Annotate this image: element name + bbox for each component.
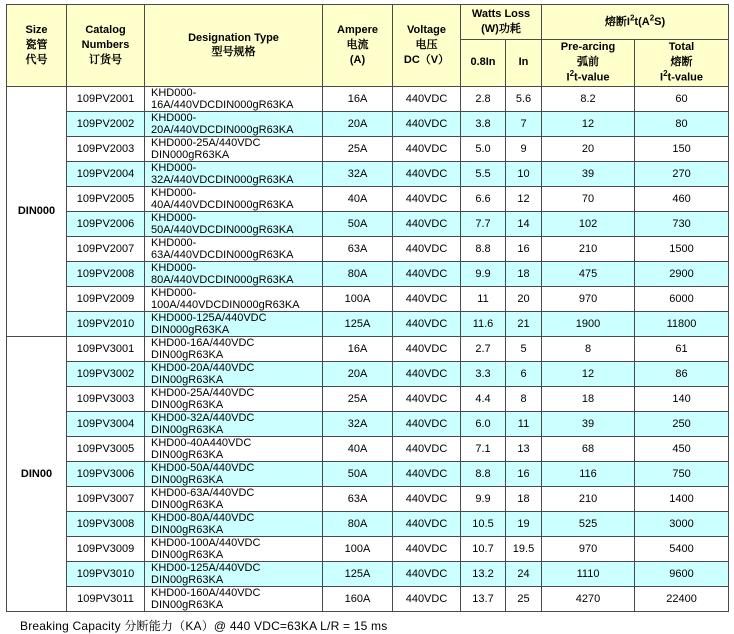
catalog-number-cell: 109PV2007 [67, 236, 145, 261]
prearcing-i2t-cell: 116 [542, 461, 635, 486]
table-row [7, 586, 729, 611]
voltage-cell: 440VDC [393, 461, 461, 486]
total-i2t-cell: 270 [635, 161, 729, 186]
total-i2t-cell: 3000 [635, 511, 729, 536]
designation-type-cell: KHD000-80A/440VDCDIN000gR63KA [145, 261, 323, 286]
prearcing-i2t-cell: 525 [542, 511, 635, 536]
voltage-cell: 440VDC [393, 336, 461, 361]
header-designation [145, 5, 323, 87]
designation-type-cell: KHD00-50A/440VDC DIN00gR63KA [145, 461, 323, 486]
watts-loss-in-cell: 18 [506, 486, 542, 511]
table-row [7, 511, 729, 536]
catalog-number-cell: 109PV2001 [67, 86, 145, 111]
watts-loss-in-cell: 13 [506, 436, 542, 461]
table-row [7, 86, 729, 111]
header-total-line2: 熔断 [670, 55, 693, 68]
header-ampere-line1: Ampere [337, 24, 378, 37]
header-watts-line1: Watts Loss [471, 8, 531, 20]
header-voltage [393, 5, 461, 87]
designation-type-cell: KHD000-16A/440VDCDIN000gR63KA [145, 86, 323, 111]
header-catalog-line3: 订货号 [89, 53, 122, 66]
ampere-cell: 16A [323, 86, 393, 111]
ampere-cell: 16A [323, 336, 393, 361]
total-i2t-cell: 86 [635, 361, 729, 386]
table-row [7, 236, 729, 261]
table-row [7, 336, 729, 361]
header-size-line1: Size [25, 24, 48, 37]
watts-loss-in-cell: 14 [506, 211, 542, 236]
watts-loss-in-cell: 5.6 [506, 86, 542, 111]
watts-loss-08in-cell: 6.0 [461, 411, 506, 436]
voltage-cell: 440VDC [393, 261, 461, 286]
table-row [7, 111, 729, 136]
voltage-cell: 440VDC [393, 386, 461, 411]
watts-loss-08in-cell: 11.6 [461, 311, 506, 336]
voltage-cell: 440VDC [393, 286, 461, 311]
header-catalog [67, 5, 145, 87]
designation-type-cell: KHD00-32A/440VDC DIN00gR63KA [145, 411, 323, 436]
catalog-number-cell: 109PV3002 [67, 361, 145, 386]
table-header [7, 5, 729, 87]
prearcing-i2t-cell: 970 [542, 286, 635, 311]
ampere-cell: 50A [323, 461, 393, 486]
prearcing-i2t-cell: 68 [542, 436, 635, 461]
total-i2t-cell: 140 [635, 386, 729, 411]
designation-type-cell: KHD000-40A/440VDCDIN000gR63KA [145, 186, 323, 211]
header-prearcing-line2: 弧前 [577, 55, 600, 68]
header-ampere-line2: 电流 [346, 39, 369, 52]
watts-loss-in-cell: 18 [506, 261, 542, 286]
designation-type-cell: KHD00-80A/440VDC DIN00gR63KA [145, 511, 323, 536]
total-i2t-cell: 1500 [635, 236, 729, 261]
designation-type-cell: KHD000-125A/440VDC DIN000gR63KA [145, 311, 323, 336]
prearcing-i2t-cell: 4270 [542, 586, 635, 611]
header-catalog-line2: Numbers [81, 39, 130, 52]
header-i2t-text: 熔断$I^2t(A^2S)$ [604, 13, 666, 29]
total-i2t-cell: 61 [635, 336, 729, 361]
table-row [7, 286, 729, 311]
catalog-number-cell: 109PV3005 [67, 436, 145, 461]
prearcing-i2t-cell: 102 [542, 211, 635, 236]
header-i2t-group [542, 5, 729, 40]
catalog-number-cell: 109PV3004 [67, 411, 145, 436]
watts-loss-in-cell: 16 [506, 236, 542, 261]
header-voltage-line3: DC（V） [403, 53, 450, 66]
header-size-line2: 瓷管 [25, 39, 48, 52]
watts-loss-in-cell: 25 [506, 586, 542, 611]
voltage-cell: 440VDC [393, 136, 461, 161]
watts-loss-08in-cell: 13.2 [461, 561, 506, 586]
prearcing-i2t-cell: 210 [542, 486, 635, 511]
total-i2t-cell: 730 [635, 211, 729, 236]
table-row [7, 411, 729, 436]
voltage-cell: 440VDC [393, 361, 461, 386]
total-i2t-cell: 460 [635, 186, 729, 211]
prearcing-i2t-cell: 1900 [542, 311, 635, 336]
catalog-number-cell: 109PV3009 [67, 536, 145, 561]
ampere-cell: 32A [323, 161, 393, 186]
voltage-cell: 440VDC [393, 111, 461, 136]
watts-loss-08in-cell: 8.8 [461, 461, 506, 486]
header-watts-loss-group [461, 5, 542, 40]
designation-type-cell: KHD00-125A/440VDC DIN00gR63KA [145, 561, 323, 586]
watts-loss-08in-cell: 6.6 [461, 186, 506, 211]
header-size [7, 5, 67, 87]
prearcing-i2t-cell: 12 [542, 111, 635, 136]
watts-loss-08in-cell: 3.8 [461, 111, 506, 136]
watts-loss-in-cell: 7 [506, 111, 542, 136]
ampere-cell: 80A [323, 511, 393, 536]
catalog-number-cell: 109PV2006 [67, 211, 145, 236]
voltage-cell: 440VDC [393, 236, 461, 261]
catalog-number-cell: 109PV3003 [67, 386, 145, 411]
table-row [7, 386, 729, 411]
header-total [635, 39, 729, 86]
table-row [7, 486, 729, 511]
catalog-number-cell: 109PV3007 [67, 486, 145, 511]
header-prearcing-line3: $I^2t$-value [566, 69, 610, 85]
watts-loss-08in-cell: 9.9 [461, 486, 506, 511]
ampere-cell: 80A [323, 261, 393, 286]
watts-loss-08in-cell: 10.7 [461, 536, 506, 561]
size-group-cell: DIN00 [7, 336, 67, 611]
ampere-cell: 40A [323, 186, 393, 211]
watts-loss-08in-cell: 5.0 [461, 136, 506, 161]
ampere-cell: 32A [323, 411, 393, 436]
header-total-line3: $I^2t$-value [660, 69, 703, 85]
designation-type-cell: KHD000-25A/440VDC DIN000gR63KA [145, 136, 323, 161]
table-body [7, 86, 729, 611]
designation-type-cell: KHD000-63A/440VDCDIN000gR63KA [145, 236, 323, 261]
prearcing-i2t-cell: 475 [542, 261, 635, 286]
prearcing-i2t-cell: 8.2 [542, 86, 635, 111]
designation-type-cell: KHD00-25A/440VDC DIN00gR63KA [145, 386, 323, 411]
voltage-cell: 440VDC [393, 186, 461, 211]
designation-type-cell: KHD000-20A/440VDCDIN000gR63KA [145, 111, 323, 136]
watts-loss-in-cell: 24 [506, 561, 542, 586]
voltage-cell: 440VDC [393, 486, 461, 511]
watts-loss-08in-cell: 13.7 [461, 586, 506, 611]
table-row [7, 211, 729, 236]
designation-type-cell: KHD00-20A/440VDC DIN00gR63KA [145, 361, 323, 386]
designation-type-cell: KHD00-16A/440VDC DIN00gR63KA [145, 336, 323, 361]
designation-type-cell: KHD000-50A/440VDCDIN000gR63KA [145, 211, 323, 236]
designation-type-cell: KHD00-40A440VDC DIN00gR63KA [145, 436, 323, 461]
designation-type-cell: KHD00-100A/440VDC DIN00gR63KA [145, 536, 323, 561]
header-total-line1: Total [668, 40, 695, 53]
watts-loss-08in-cell: 11 [461, 286, 506, 311]
voltage-cell: 440VDC [393, 311, 461, 336]
catalog-number-cell: 109PV2009 [67, 286, 145, 311]
watts-loss-in-cell: 20 [506, 286, 542, 311]
total-i2t-cell: 2900 [635, 261, 729, 286]
total-i2t-cell: 80 [635, 111, 729, 136]
ampere-cell: 100A [323, 536, 393, 561]
ampere-cell: 100A [323, 286, 393, 311]
ampere-cell: 160A [323, 586, 393, 611]
voltage-cell: 440VDC [393, 561, 461, 586]
total-i2t-cell: 750 [635, 461, 729, 486]
catalog-number-cell: 109PV3011 [67, 586, 145, 611]
header-watts-in: In [506, 39, 542, 86]
designation-type-cell: KHD00-160A/440VDC DIN00gR63KA [145, 586, 323, 611]
total-i2t-cell: 150 [635, 136, 729, 161]
table-row [7, 261, 729, 286]
header-catalog-line1: Catalog [85, 24, 126, 37]
voltage-cell: 440VDC [393, 436, 461, 461]
total-i2t-cell: 11800 [635, 311, 729, 336]
total-i2t-cell: 1400 [635, 486, 729, 511]
designation-type-cell: KHD00-63A/440VDC DIN00gR63KA [145, 486, 323, 511]
table-row [7, 561, 729, 586]
ampere-cell: 25A [323, 136, 393, 161]
watts-loss-08in-cell: 7.7 [461, 211, 506, 236]
watts-loss-08in-cell: 3.3 [461, 361, 506, 386]
header-ampere [323, 5, 393, 87]
watts-loss-08in-cell: 4.4 [461, 386, 506, 411]
prearcing-i2t-cell: 39 [542, 411, 635, 436]
table-row [7, 311, 729, 336]
header-prearcing [542, 39, 635, 86]
watts-loss-in-cell: 16 [506, 461, 542, 486]
table-row [7, 136, 729, 161]
watts-loss-08in-cell: 2.8 [461, 86, 506, 111]
prearcing-i2t-cell: 12 [542, 361, 635, 386]
header-designation-line1: Designation Type [188, 31, 279, 44]
prearcing-i2t-cell: 8 [542, 336, 635, 361]
table-row [7, 461, 729, 486]
catalog-number-cell: 109PV2005 [67, 186, 145, 211]
fuse-spec-table [6, 4, 729, 612]
watts-loss-in-cell: 19 [506, 511, 542, 536]
catalog-number-cell: 109PV2002 [67, 111, 145, 136]
watts-loss-08in-cell: 8.8 [461, 236, 506, 261]
header-watts-08in: 0.8In [461, 39, 506, 86]
header-ampere-line3: (A) [349, 53, 366, 66]
catalog-number-cell: 109PV2003 [67, 136, 145, 161]
total-i2t-cell: 22400 [635, 586, 729, 611]
designation-type-cell: KHD000-32A/440VDCDIN000gR63KA [145, 161, 323, 186]
ampere-cell: 125A [323, 311, 393, 336]
prearcing-i2t-cell: 70 [542, 186, 635, 211]
header-watts-line2: (W)功耗 [481, 22, 521, 35]
size-group-cell: DIN000 [7, 86, 67, 336]
table-row [7, 536, 729, 561]
watts-loss-in-cell: 12 [506, 186, 542, 211]
ampere-cell: 63A [323, 236, 393, 261]
voltage-cell: 440VDC [393, 411, 461, 436]
designation-type-cell: KHD000-100A/440VDCDIN000gR63KA [145, 286, 323, 311]
prearcing-i2t-cell: 20 [542, 136, 635, 161]
catalog-number-cell: 109PV3001 [67, 336, 145, 361]
voltage-cell: 440VDC [393, 586, 461, 611]
prearcing-i2t-cell: 18 [542, 386, 635, 411]
watts-loss-in-cell: 9 [506, 136, 542, 161]
header-voltage-line1: Voltage [407, 24, 446, 37]
total-i2t-cell: 60 [635, 86, 729, 111]
total-i2t-cell: 6000 [635, 286, 729, 311]
ampere-cell: 40A [323, 436, 393, 461]
catalog-number-cell: 109PV3006 [67, 461, 145, 486]
header-prearcing-line1: Pre-arcing [560, 40, 616, 53]
header-voltage-line2: 电压 [415, 39, 438, 52]
table-row [7, 186, 729, 211]
total-i2t-cell: 9600 [635, 561, 729, 586]
watts-loss-in-cell: 19.5 [506, 536, 542, 561]
voltage-cell: 440VDC [393, 86, 461, 111]
voltage-cell: 440VDC [393, 536, 461, 561]
header-designation-line2: 型号规格 [211, 46, 256, 59]
voltage-cell: 440VDC [393, 211, 461, 236]
catalog-number-cell: 109PV3010 [67, 561, 145, 586]
watts-loss-08in-cell: 10.5 [461, 511, 506, 536]
ampere-cell: 63A [323, 486, 393, 511]
prearcing-i2t-cell: 970 [542, 536, 635, 561]
header-size-line3: 代号 [25, 53, 48, 66]
watts-loss-08in-cell: 5.5 [461, 161, 506, 186]
catalog-number-cell: 109PV3008 [67, 511, 145, 536]
watts-loss-in-cell: 5 [506, 336, 542, 361]
watts-loss-in-cell: 10 [506, 161, 542, 186]
prearcing-i2t-cell: 39 [542, 161, 635, 186]
table-row [7, 436, 729, 461]
watts-loss-in-cell: 6 [506, 361, 542, 386]
voltage-cell: 440VDC [393, 511, 461, 536]
watts-loss-in-cell: 8 [506, 386, 542, 411]
watts-loss-08in-cell: 9.9 [461, 261, 506, 286]
ampere-cell: 20A [323, 361, 393, 386]
prearcing-i2t-cell: 210 [542, 236, 635, 261]
ampere-cell: 50A [323, 211, 393, 236]
total-i2t-cell: 250 [635, 411, 729, 436]
total-i2t-cell: 450 [635, 436, 729, 461]
ampere-cell: 20A [323, 111, 393, 136]
catalog-number-cell: 109PV2008 [67, 261, 145, 286]
watts-loss-in-cell: 21 [506, 311, 542, 336]
voltage-cell: 440VDC [393, 161, 461, 186]
catalog-number-cell: 109PV2010 [67, 311, 145, 336]
table-row [7, 161, 729, 186]
watts-loss-in-cell: 11 [506, 411, 542, 436]
table-row [7, 361, 729, 386]
catalog-number-cell: 109PV2004 [67, 161, 145, 186]
watts-loss-08in-cell: 2.7 [461, 336, 506, 361]
watts-loss-08in-cell: 7.1 [461, 436, 506, 461]
total-i2t-cell: 5400 [635, 536, 729, 561]
ampere-cell: 125A [323, 561, 393, 586]
ampere-cell: 25A [323, 386, 393, 411]
breaking-capacity-note: Breaking Capacity 分断能力（KA）@ 440 VDC=63KA L/R = 15 ms [20, 618, 388, 633]
prearcing-i2t-cell: 1110 [542, 561, 635, 586]
